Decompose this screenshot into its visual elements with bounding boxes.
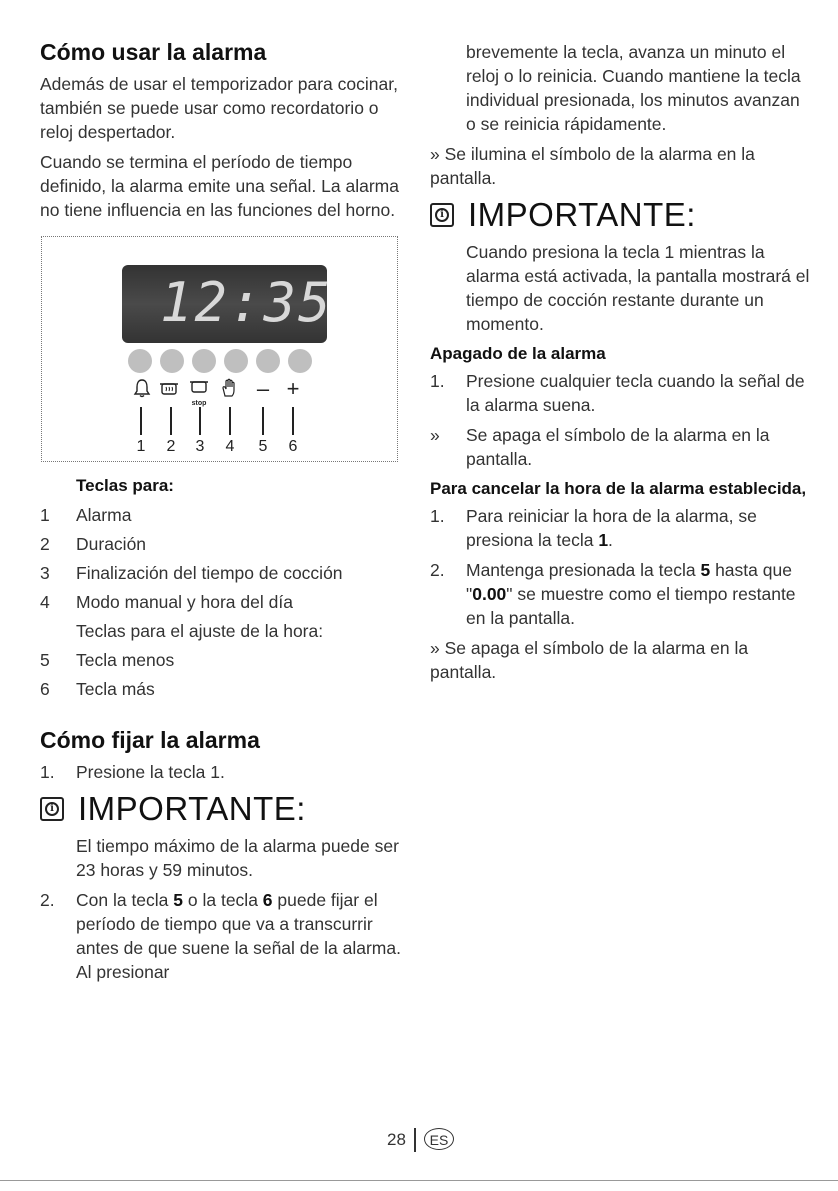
key-item-text: Finalización del tiempo de cocción [76,563,343,583]
alarm-signal-paragraph: Cuando se termina el período de tiempo definido, la alarma emite una señal. La alarma no tiene influencia en las funciones del horno. [40,152,399,220]
result-marker: » [430,425,440,445]
off-step-1 [430,369,810,417]
clock-display [122,265,333,343]
plus-symbol: + [286,376,300,401]
hand-icon [214,378,244,404]
key-item-num: 6 [40,679,50,699]
important-text-2: Cuando presiona la tecla 1 mientras la alarma está activada, la pantalla mostrará el tiempo de cocción restante durante un momento. [466,242,810,334]
off-result [430,423,810,471]
pot-duration-icon [154,378,184,404]
info-icon: i [40,797,64,821]
key-item [40,559,410,588]
important-notice-1 [40,790,410,828]
result-text: Se apaga el símbolo de la alarma en la pantalla. [466,425,770,469]
key-item-num: 5 [40,650,50,670]
key-item-num: 4 [40,592,50,612]
step-text: Mantenga presionada la tecla 5 hasta que "0.00" se muestre como el tiempo restante en la pantalla. [466,560,796,628]
heading-cancel-text: Para cancelar la hora de la alarma establecida, [430,479,807,498]
panel-button-3 [192,349,216,373]
minus-symbol: – [256,376,270,401]
key-number-2: 2 [166,438,176,455]
right-column [430,40,810,690]
step-2-continued: brevemente la tecla, avanza un minuto el reloj o lo reinicia. Cuando mantiene la tecla individual presionada, los minutos avanzan o se reinicia rápidamente. [466,42,801,134]
key-item [40,646,410,675]
panel-button-6 [288,349,312,373]
key-item-text: Duración [76,534,147,554]
language-badge: ES [424,1128,454,1150]
key-item-text: Tecla menos [76,650,175,670]
key-line-3 [199,407,201,435]
key-line-4 [229,407,231,435]
key-number-3: 3 [195,438,205,455]
keys-heading: Teclas para: [76,476,174,495]
important-label: IMPORTANTE: [468,196,696,233]
bell-icon [127,378,157,404]
key-item [40,675,410,704]
step-num: 2. [40,890,55,910]
result-alarm-symbol-lit: » Se ilumina el símbolo de la alarma en la pantalla. [430,144,755,188]
step-text: Presione cualquier tecla cuando la señal de la alarma suena. [466,371,805,415]
key-number-1: 1 [136,438,146,455]
step-num: 1. [430,371,445,391]
key-line-2 [170,407,172,435]
step-text: Presione la tecla 1. [76,762,225,782]
control-panel-figure [41,236,398,462]
key-item-num: 1 [40,505,50,525]
heading-how-to-set-alarm: Cómo fijar la alarma [40,727,260,753]
result-alarm-symbol-off: » Se apaga el símbolo de la alarma en la pantalla. [430,638,749,682]
panel-button-2 [160,349,184,373]
key-item [40,588,410,617]
important-text-1: El tiempo máximo de la alarma puede ser 23 horas y 59 minutos. [76,836,399,880]
panel-button-1 [128,349,152,373]
step-num: 1. [430,506,445,526]
key-item-num: 2 [40,534,50,554]
step-1 [40,760,410,784]
step-2 [40,888,410,984]
key-line-5 [262,407,264,435]
key-item [40,501,410,530]
left-column [40,38,410,990]
stop-label: stop [191,400,207,407]
key-number-4: 4 [225,438,235,455]
panel-button-4 [224,349,248,373]
heading-alarm-off: Apagado de la alarma [430,344,606,363]
heading-how-to-use-alarm: Cómo usar la alarma [40,39,267,65]
keys-subheading: Teclas para el ajuste de la hora: [76,621,324,641]
key-item [40,530,410,559]
key-item-text: Modo manual y hora del día [76,592,293,612]
cancel-step-2 [430,558,810,630]
key-number-5: 5 [258,438,268,455]
heading-cancel-alarm [430,477,810,500]
info-icon: i [430,203,454,227]
step-num: 1. [40,762,55,782]
key-line-6 [292,407,294,435]
key-line-1 [140,407,142,435]
bottom-rule [0,1180,838,1181]
key-item-text: Tecla más [76,679,155,699]
pot-stop-icon [184,378,214,407]
intro-paragraph: Además de usar el temporizador para cocinar, también se puede usar como recordatorio o reloj despertador. [40,74,398,142]
page-number: 28 [387,1130,406,1149]
important-label: IMPORTANTE: [78,790,306,827]
step-text: Con la tecla 5 o la tecla 6 puede fijar el período de tiempo que va a transcurrir antes de que suene la señal de la alarma. Al presionar [76,890,401,982]
key-item-num: 3 [40,563,50,583]
step-num: 2. [430,560,445,580]
footer-divider [414,1128,416,1152]
key-number-6: 6 [288,438,298,455]
important-notice-2 [430,196,810,234]
cancel-step-1 [430,504,810,552]
step-text: Para reiniciar la hora de la alarma, se presiona la tecla 1. [466,506,757,550]
panel-button-5 [256,349,280,373]
clock-digits: 12:35 [160,271,333,334]
key-item-text: Alarma [76,505,132,525]
